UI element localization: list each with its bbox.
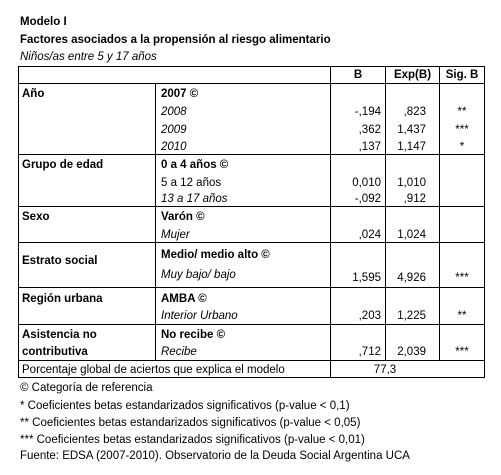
group-label-urban-region: Región urbana — [22, 293, 103, 305]
row-label: Mujer — [161, 229, 190, 241]
b-value: 1,595 — [352, 272, 381, 284]
expb-value: ,823 — [403, 106, 426, 118]
table-title: Modelo I — [20, 16, 67, 28]
sig-value: ** — [457, 310, 467, 322]
group-label-assistance-line2: contributiva — [22, 346, 88, 358]
expb-value: ,912 — [403, 193, 426, 205]
note-significance-2: ** Coeficientes betas estandarizados significativos (p-value < 0,05) — [20, 417, 361, 429]
column-header-b: B — [353, 69, 363, 81]
group-label-assistance-line1: Asistencia no — [22, 329, 97, 341]
expb-value: 1,437 — [397, 124, 426, 136]
source-note: Fuente: EDSA (2007-2010). Observatorio de la Deuda Social Argentina UCA — [20, 450, 410, 462]
expb-value: 4,926 — [397, 272, 426, 284]
sig-value: * — [459, 141, 465, 153]
row-label: 2010 — [161, 141, 187, 153]
expb-value: 1,225 — [397, 310, 426, 322]
summary-label: Porcentaje global de aciertos que explica el modelo — [22, 364, 285, 376]
column-header-sig: Sig. B — [445, 69, 479, 81]
expb-value: 1,024 — [397, 229, 426, 241]
b-value: ,203 — [358, 310, 381, 322]
note-significance-1: * Coeficientes betas estandarizados significativos (p-value < 0,1) — [20, 400, 350, 412]
note-reference: © Categoría de referencia — [20, 382, 153, 394]
regression-table — [18, 66, 484, 378]
b-value: ,712 — [358, 346, 381, 358]
expb-value: 1,147 — [397, 141, 426, 153]
row-label: 5 a 12 años — [161, 177, 222, 189]
summary-value: 77,3 — [373, 364, 397, 376]
expb-value: 1,010 — [397, 177, 426, 189]
population-label: Niños/as entre 5 y 17 años — [20, 51, 157, 63]
note-significance-3: *** Coeficientes betas estandarizados significativos (p-value < 0,01) — [20, 434, 365, 446]
reference-category: AMBA © — [161, 293, 207, 305]
b-value: -,092 — [354, 193, 381, 205]
sig-value: *** — [455, 124, 469, 136]
reference-category: 2007 © — [161, 88, 199, 100]
sig-value: *** — [455, 346, 469, 358]
b-value: ,137 — [358, 141, 381, 153]
row-label: Muy bajo/ bajo — [161, 269, 236, 281]
column-header-expb: Exp(B) — [393, 69, 432, 81]
b-value: ,024 — [358, 229, 381, 241]
row-label: 2009 — [161, 124, 187, 136]
reference-category: 0 a 4 años © — [161, 159, 229, 171]
reference-category: Varón © — [161, 211, 205, 223]
reference-category: Medio/ medio alto © — [161, 249, 270, 261]
b-value: ,362 — [358, 124, 381, 136]
row-label: Recibe — [161, 346, 197, 358]
reference-category: No recibe © — [161, 329, 226, 341]
sig-value: *** — [455, 272, 469, 284]
group-label-social-stratum: Estrato social — [22, 255, 98, 267]
row-label: 13 a 17 años — [161, 193, 228, 205]
row-label: Interior Urbano — [161, 310, 238, 322]
expb-value: 2,039 — [397, 346, 426, 358]
group-label-age: Grupo de edad — [22, 159, 104, 171]
b-value: 0,010 — [352, 177, 381, 189]
row-label: 2008 — [161, 106, 187, 118]
group-label-year: Año — [22, 88, 45, 100]
table-subtitle: Factores asociados a la propensión al riesgo alimentario — [20, 34, 331, 46]
sig-value: ** — [457, 106, 467, 118]
b-value: -,194 — [354, 106, 381, 118]
group-label-sex: Sexo — [22, 211, 50, 223]
